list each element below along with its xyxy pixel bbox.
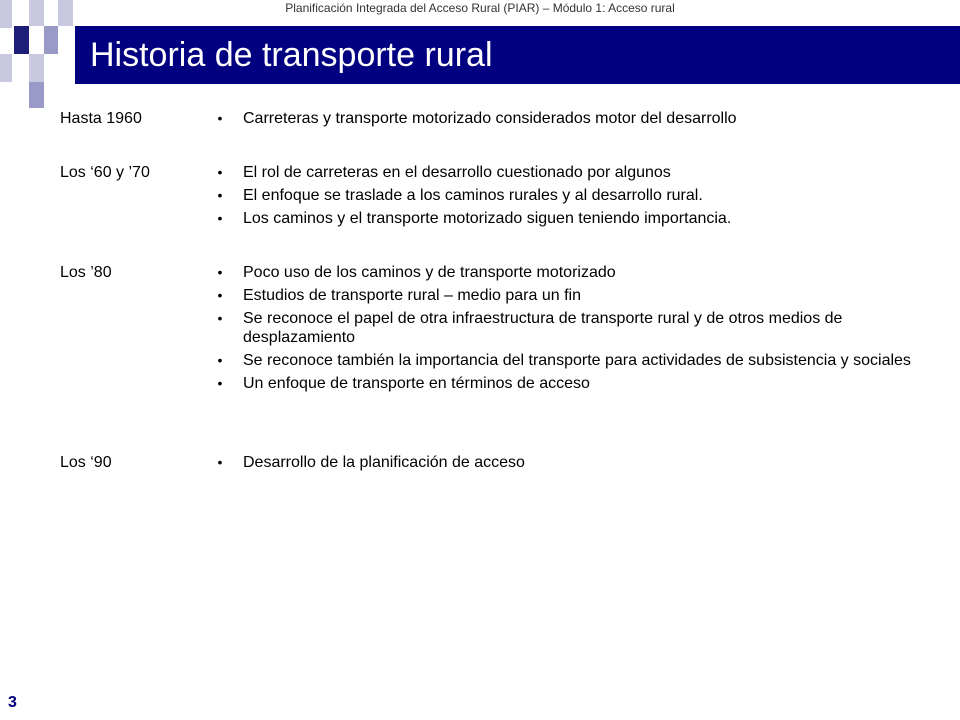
bullet-icon: • bbox=[217, 287, 223, 303]
bullet-item bbox=[213, 374, 933, 393]
bullet-icon: • bbox=[217, 310, 223, 326]
bullet-item bbox=[213, 309, 933, 347]
bullet-list bbox=[213, 163, 933, 232]
bullet-text: El enfoque se traslade a los caminos rurales y al desarrollo rural. bbox=[243, 187, 703, 204]
bullet-text: Poco uso de los caminos y de transporte motorizado bbox=[243, 264, 616, 281]
bullet-text: Los caminos y el transporte motorizado siguen teniendo importancia. bbox=[243, 210, 732, 227]
bullet-icon: • bbox=[217, 375, 223, 391]
bullet-list bbox=[213, 453, 933, 476]
period-label: Los ‘90 bbox=[60, 454, 112, 471]
bullet-icon: • bbox=[217, 164, 223, 180]
bullet-item bbox=[213, 453, 933, 472]
bullet-icon: • bbox=[217, 352, 223, 368]
bullet-icon: • bbox=[217, 110, 223, 126]
bullet-list bbox=[213, 263, 933, 397]
bullet-item bbox=[213, 263, 933, 282]
slide-number: 3 bbox=[8, 694, 17, 711]
period-label: Hasta 1960 bbox=[60, 110, 142, 127]
bullet-text: Se reconoce también la importancia del transporte para actividades de subsistencia y sociales bbox=[243, 352, 911, 369]
bullet-item bbox=[213, 351, 933, 370]
period-label: Los ‘60 y ’70 bbox=[60, 164, 150, 181]
bullet-icon: • bbox=[217, 264, 223, 280]
bullet-item bbox=[213, 109, 933, 128]
bullet-item bbox=[213, 186, 933, 205]
bullet-text: Se reconoce el papel de otra infraestructura de transporte rural y de otros medios de desplazamiento bbox=[243, 310, 843, 346]
bullet-text: Carreteras y transporte motorizado considerados motor del desarrollo bbox=[243, 110, 737, 127]
bullet-item bbox=[213, 163, 933, 182]
bullet-icon: • bbox=[217, 187, 223, 203]
bullet-icon: • bbox=[217, 454, 223, 470]
running-header: Planificación Integrada del Acceso Rural (PIAR) – Módulo 1: Acceso rural bbox=[285, 1, 675, 15]
bullet-list bbox=[213, 109, 933, 132]
slide-title: Historia de transporte rural bbox=[90, 36, 493, 74]
bullet-item bbox=[213, 209, 933, 228]
bullet-icon: • bbox=[217, 210, 223, 226]
bullet-text: Un enfoque de transporte en términos de acceso bbox=[243, 375, 590, 392]
bullet-text: Estudios de transporte rural – medio para un fin bbox=[243, 287, 581, 304]
bullet-text: Desarrollo de la planificación de acceso bbox=[243, 454, 525, 471]
bullet-text: El rol de carreteras en el desarrollo cuestionado por algunos bbox=[243, 164, 671, 181]
period-label: Los ’80 bbox=[60, 264, 112, 281]
bullet-item bbox=[213, 286, 933, 305]
